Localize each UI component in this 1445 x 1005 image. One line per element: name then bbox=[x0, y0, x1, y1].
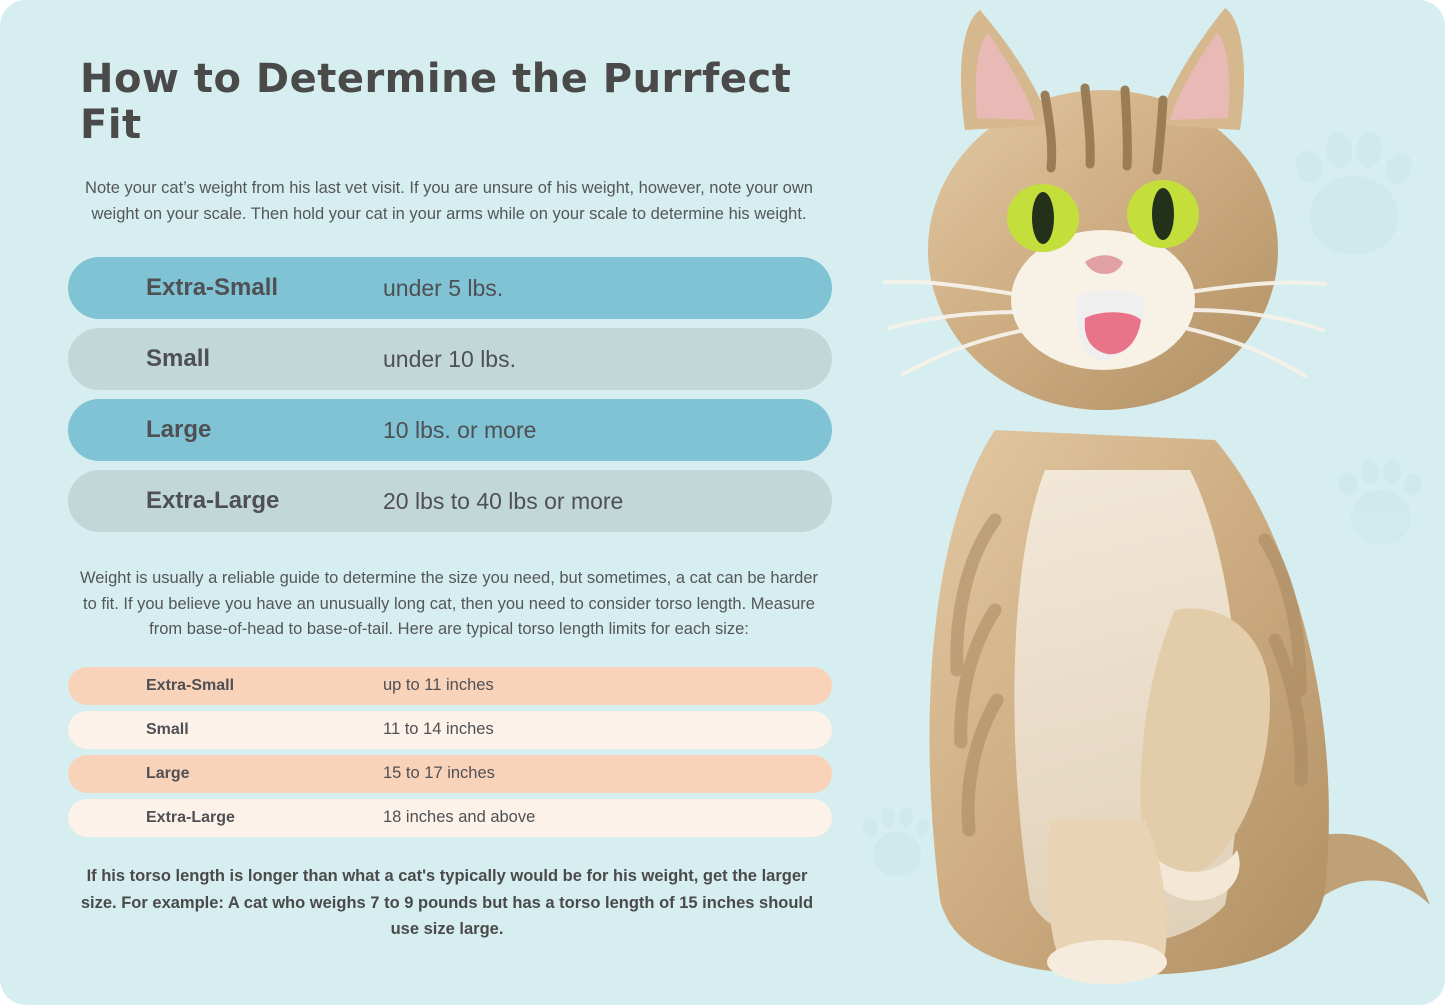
size-label: Extra-Large bbox=[146, 487, 280, 515]
paw-print-icon bbox=[1290, 118, 1420, 268]
size-value: 15 to 17 inches bbox=[383, 764, 495, 783]
middle-paragraph: Weight is usually a reliable guide to determine the size you need, but sometimes, a cat can be harder to fit. If you believe you have an unusually long cat, then you need to consider torso length. Measure from base-of-head to base-of-tail. Here are typical torso length limits for each size: bbox=[79, 569, 819, 639]
footnote-paragraph: If his torso length is longer than what a cat's typically would be for his weight, get the larger size. For example: A cat who weighs 7 to 9 pounds but has a torso length of 15 inches should use size large. bbox=[80, 866, 814, 939]
size-value: 10 lbs. or more bbox=[383, 416, 537, 443]
table-row bbox=[68, 667, 832, 705]
size-label: Large bbox=[146, 764, 190, 782]
size-label: Small bbox=[146, 345, 211, 373]
size-label: Small bbox=[146, 720, 189, 738]
table-row bbox=[68, 470, 832, 532]
table-row bbox=[68, 257, 832, 319]
table-row bbox=[68, 711, 832, 749]
weight-size-table bbox=[0, 257, 900, 532]
table-row bbox=[68, 399, 832, 461]
size-value: 18 inches and above bbox=[383, 808, 536, 827]
paw-print-icon bbox=[1337, 450, 1425, 550]
size-value: under 10 lbs. bbox=[383, 345, 516, 372]
size-label: Large bbox=[146, 416, 212, 444]
torso-length-table bbox=[0, 667, 900, 837]
size-value: under 5 lbs. bbox=[383, 274, 504, 301]
size-value: up to 11 inches bbox=[383, 676, 494, 695]
table-row bbox=[68, 328, 832, 390]
size-label: Extra-Large bbox=[146, 808, 235, 826]
size-value: 11 to 14 inches bbox=[383, 720, 494, 739]
intro-paragraph: Note your cat’s weight from his last vet visit. If you are unsure of his weight, however, note your own weight on your scale. Then hold your cat in your arms while on your scale to determine his weight. bbox=[85, 179, 813, 223]
size-label: Extra-Small bbox=[146, 676, 235, 694]
size-value: 20 lbs to 40 lbs or more bbox=[383, 487, 624, 514]
table-row bbox=[68, 799, 832, 837]
page-title: How to Determine the Purrfect Fit bbox=[80, 56, 792, 148]
size-label: Extra-Small bbox=[146, 274, 279, 302]
table-row bbox=[68, 755, 832, 793]
